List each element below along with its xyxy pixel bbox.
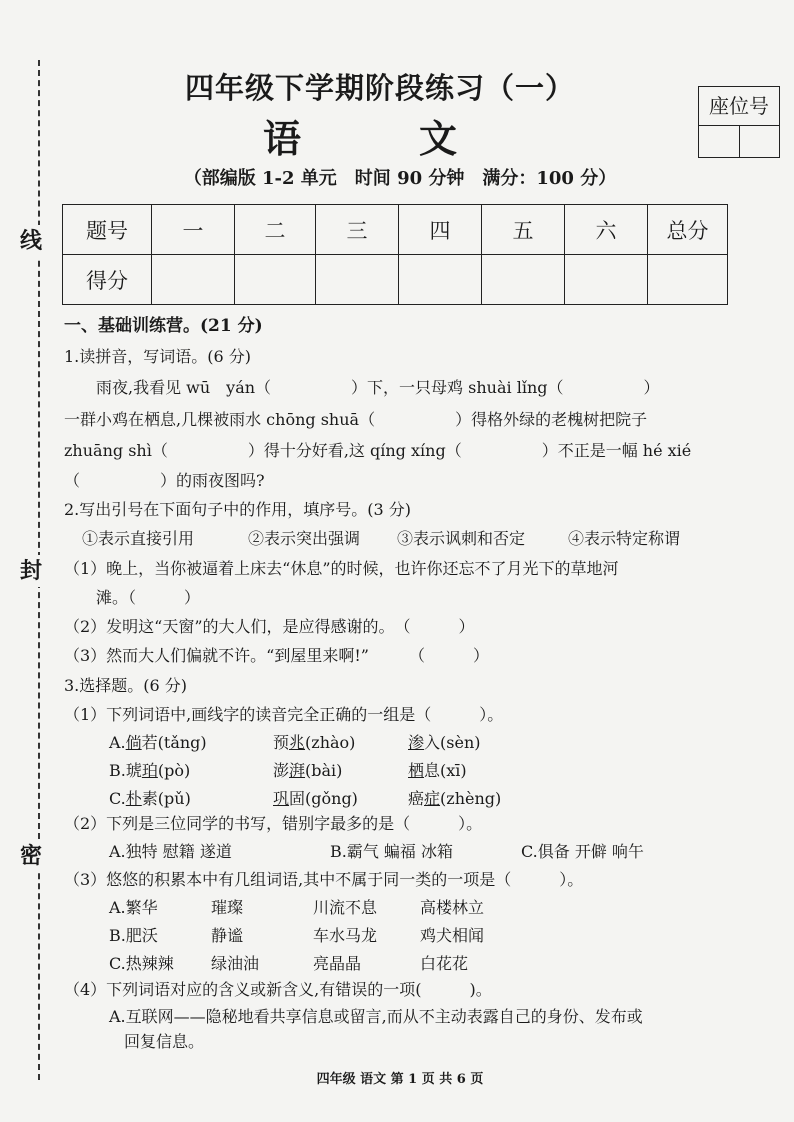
q3-sub4-stem: （4）下列词语对应的含义或新含义,有错误的一项( )。 bbox=[64, 980, 492, 999]
q2-option: ④表示特定称谓 bbox=[568, 529, 681, 548]
q2-item: （1）晚上，当你被逼着上床去“休息”的时候，也许你还忘不了月光下的草地河 bbox=[64, 559, 619, 578]
exam-info: （部编版 1-2 单元 时间 90 分钟 满分：100 分） bbox=[183, 168, 617, 189]
q3-sub3-word: 亮晶晶 bbox=[313, 954, 362, 973]
q3-sub3-word: 川流不息 bbox=[313, 898, 378, 917]
score-header-cell: 三 bbox=[316, 205, 399, 255]
q2-option: ②表示突出强调 bbox=[248, 529, 361, 548]
q2-option: ①表示直接引用 bbox=[82, 529, 195, 548]
page-footer: 四年级 语文 第 1 页 共 6 页 bbox=[316, 1072, 484, 1087]
score-header-cell: 四 bbox=[399, 205, 482, 255]
q3-sub2-stem: （2）下列是三位同学的书写，错别字最多的是（ ）。 bbox=[64, 814, 483, 833]
binding-char-mi: 密 bbox=[20, 840, 42, 872]
q2-option: ③表示讽刺和否定 bbox=[397, 529, 526, 548]
score-cell[interactable] bbox=[235, 255, 316, 305]
q3-sub4-option-a-cont: 回复信息。 bbox=[124, 1032, 205, 1051]
q1-line: zhuāng shì（ ）得十分好看,这 qíng xíng（ ）不正是一幅 hé xié bbox=[64, 441, 692, 460]
score-cell[interactable] bbox=[648, 255, 728, 305]
seat-cell[interactable] bbox=[699, 126, 740, 158]
score-header-cell: 五 bbox=[482, 205, 565, 255]
q3-sub4-option-a: A.互联网——隐秘地看共享信息或留言,而从不主动表露自己的身份、发布或 bbox=[109, 1007, 643, 1026]
q3-sub2-option: C.俱备 开僻 响午 bbox=[521, 842, 644, 861]
q2-item: （3）然而大人们偏就不许。“到屋里来啊!” （ ） bbox=[64, 646, 489, 665]
seat-cell[interactable] bbox=[740, 126, 780, 158]
q3-sub1-row-c-word2: 巩固(gǒng) bbox=[273, 789, 358, 808]
question-2-title: 2.写出引号在下面句子中的作用，填序号。(3 分) bbox=[64, 500, 412, 519]
q1-line: 一群小鸡在栖息,几棵被雨水 chōng shuā（ ）得格外绿的老槐树把院子 bbox=[64, 410, 648, 429]
q3-sub1-stem: （1）下列词语中,画线字的读音完全正确的一组是（ ）。 bbox=[64, 705, 504, 724]
score-header-cell: 总分 bbox=[648, 205, 728, 255]
score-header-cell: 二 bbox=[235, 205, 316, 255]
page-title: 四年级下学期阶段练习（一） bbox=[184, 71, 575, 105]
exam-page bbox=[60, 0, 780, 1122]
q3-sub2-option: A.独特 慰籍 遂道 bbox=[109, 842, 232, 861]
score-table-score-row bbox=[63, 255, 728, 305]
score-row-label: 得分 bbox=[63, 255, 152, 305]
score-cell[interactable] bbox=[399, 255, 482, 305]
score-header-cell: 一 bbox=[152, 205, 235, 255]
score-cell[interactable] bbox=[565, 255, 648, 305]
binding-char-xian: 线 bbox=[20, 225, 42, 257]
q3-sub1-row-b: B.琥珀(pò) bbox=[109, 761, 191, 780]
q3-sub1-row-a: A.倘若(tǎng) bbox=[109, 733, 207, 752]
q3-sub3-word: 绿油油 bbox=[211, 954, 260, 973]
q1-line: 雨夜,我看见 wū yán（ ）下，一只母鸡 shuài lǐng（ ） bbox=[64, 378, 660, 397]
q3-sub3-word: C.热辣辣 bbox=[109, 954, 174, 973]
question-1-title: 1.读拼音，写词语。(6 分) bbox=[64, 347, 252, 366]
score-cell[interactable] bbox=[482, 255, 565, 305]
q3-sub3-word: 璀璨 bbox=[211, 898, 244, 917]
q2-item: （2）发明这“天窗”的大人们，是应得感谢的。 （ ） bbox=[64, 617, 475, 636]
score-table bbox=[62, 204, 728, 305]
q3-sub3-word: 白花花 bbox=[420, 954, 469, 973]
q3-sub3-word: 车水马龙 bbox=[313, 926, 378, 945]
q3-sub1-row-b-word2: 澎湃(bài) bbox=[273, 761, 343, 780]
q3-sub3-word: 高楼林立 bbox=[420, 898, 485, 917]
q3-sub2-option: B.霸气 蝙福 冰箱 bbox=[330, 842, 454, 861]
q2-item: 滩。（ ） bbox=[64, 588, 201, 607]
subject-title: 语 文 bbox=[262, 116, 497, 161]
binding-margin bbox=[0, 0, 60, 1122]
q3-sub1-row-a-word3: 渗入(sèn) bbox=[408, 733, 481, 752]
q1-line: （ ）的雨夜图吗? bbox=[64, 471, 265, 490]
question-3-title: 3.选择题。(6 分) bbox=[64, 676, 188, 695]
q3-sub3-word: 鸡犬相闻 bbox=[420, 926, 485, 945]
q3-sub3-stem: （3）悠悠的积累本中有几组词语,其中不属于同一类的一项是（ ）。 bbox=[64, 870, 584, 889]
score-header-cell: 六 bbox=[565, 205, 648, 255]
score-cell[interactable] bbox=[152, 255, 235, 305]
q3-sub3-word: A.繁华 bbox=[109, 898, 158, 917]
q3-sub1-row-c-word3: 癌症(zhèng) bbox=[408, 789, 502, 808]
section-heading: 一、基础训练营。(21 分) bbox=[64, 316, 263, 336]
seat-number-label: 座位号 bbox=[699, 87, 779, 126]
score-table-header-row bbox=[63, 205, 728, 255]
seat-number-box bbox=[698, 86, 780, 158]
score-cell[interactable] bbox=[316, 255, 399, 305]
binding-char-feng: 封 bbox=[20, 555, 42, 587]
q3-sub3-word: 静谧 bbox=[211, 926, 244, 945]
q3-sub1-row-a-word2: 预兆(zhào) bbox=[273, 733, 356, 752]
score-header-cell: 题号 bbox=[63, 205, 152, 255]
q3-sub1-row-b-word3: 栖息(xī) bbox=[408, 761, 467, 780]
q3-sub3-word: B.肥沃 bbox=[109, 926, 158, 945]
q3-sub1-row-c: C.朴素(pǔ) bbox=[109, 789, 191, 808]
